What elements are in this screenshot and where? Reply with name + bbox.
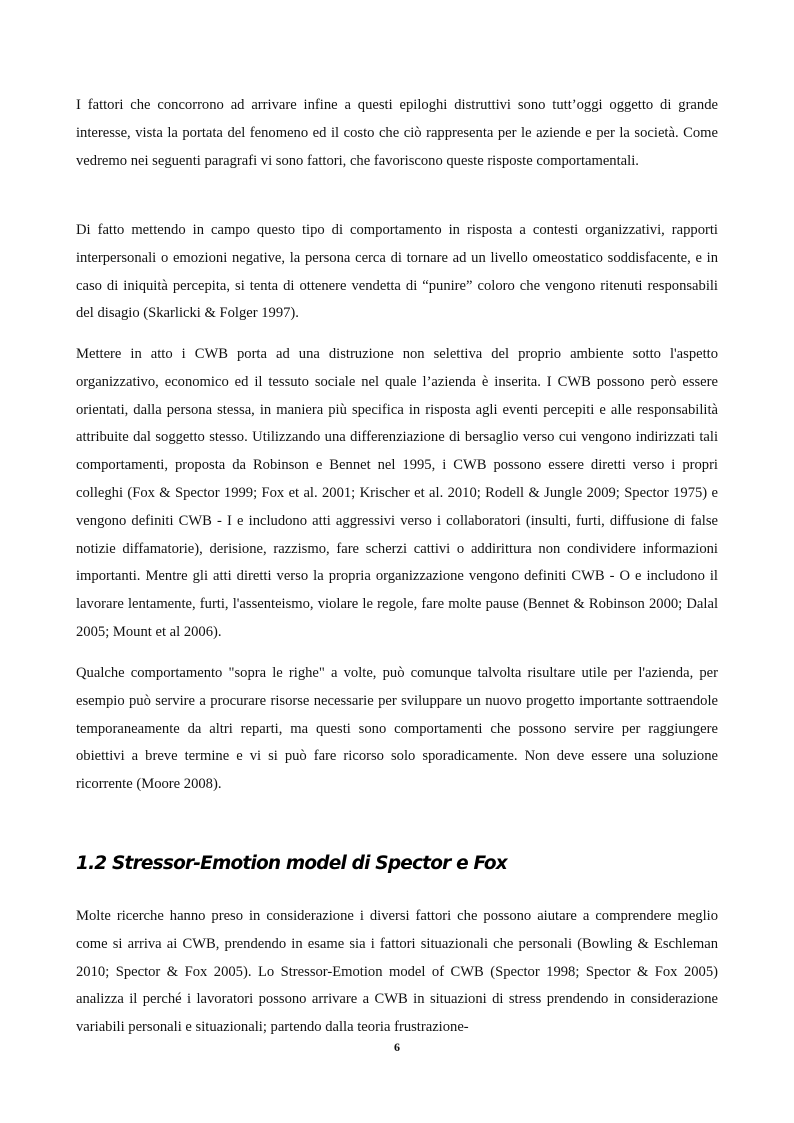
section-heading: 1.2 Stressor-Emotion model di Spector e Fox (76, 853, 507, 874)
paragraph-sopra-le-righe: Qualche comportamento "sopra le righe" a volte, può comunque talvolta risultare utile per l'azienda, per esempio può servire a procurare risorse necessarie per sviluppare un nuovo progetto importante sottraendole temporaneamente da altri reparti, ma questi sono comportamenti che possono servire per raggiungere obiettivi a breve termine e vi si può fare ricorso solo sporadicamente. Non deve essere una soluzione ricorrente (Moore 2008). (76, 665, 718, 793)
page-number: 6 (394, 1040, 400, 1054)
paragraph-fattori-epiloghi: I fattori che concorrono ad arrivare infine a questi epiloghi distruttivi sono tutt’oggi oggetto di grande interesse, vista la portata del fenomeno ed il costo che ciò rappresenta per le aziende e per la società. Come vedremo nei seguenti paragrafi vi sono fattori, che favoriscono queste risposte comportamentali. (76, 97, 718, 169)
paragraph-cwb-distruzione: Mettere in atto i CWB porta ad una distruzione non selettiva del proprio ambiente sotto l'aspetto organizzativo, economico ed il tessuto sociale nel quale l’azienda è inserita. I CWB possono però essere orientati, dalla persona stessa, in maniera più specifica in risposta agli eventi percepiti e alle responsabilità attribuite dal soggetto stesso. Utilizzando una differenziazione di bersaglio verso cui vengono indirizzati tali comportamenti, proposta da Robinson e Bennet nel 1995, i CWB possono essere diretti verso i propri colleghi (Fox & Spector 1999; Fox et al. 2001; Krischer et al. 2010; Rodell & Jungle 2009; Spector 1975) e vengono definiti CWB - I e includono atti aggressivi verso i collaboratori (insulti, furti, diffusione di false notizie diffamatorie), derisione, razzismo, fare scherzi cattivi o addirittura non condividere informazioni importanti. Mentre gli atti diretti verso la propria organizzazione vengono definiti CWB - O e includono il lavorare lentamente, furti, l'assenteismo, violare le regole, fare molte pause (Bennet & Robinson 2000; Dalal 2005; Mount et al 2006). (76, 346, 718, 640)
paragraph-stressor-emotion: Molte ricerche hanno preso in considerazione i diversi fattori che possono aiutare a comprendere meglio come si arriva ai CWB, prendendo in esame sia i fattori situazionali che personali (Bowling & Eschleman 2010; Spector & Fox 2005). Lo Stressor-Emotion model of CWB (Spector 1998; Spector & Fox 2005) analizza il perché i lavoratori possono arrivare a CWB in situazioni di stress prendendo in considerazione variabili personali e situazionali; partendo dalla teoria frustrazione- (76, 908, 718, 1036)
paragraph-comportamento-omeostatico: Di fatto mettendo in campo questo tipo di comportamento in risposta a contesti organizzativi, rapporti interpersonali o emozioni negative, la persona cerca di tornare ad un livello omeostatico soddisfacente, e in caso di iniquità percepita, si tenta di ottenere vendetta di “punire” coloro che vengono ritenuti responsabili del disagio (Skarlicki & Folger 1997). (76, 222, 718, 322)
